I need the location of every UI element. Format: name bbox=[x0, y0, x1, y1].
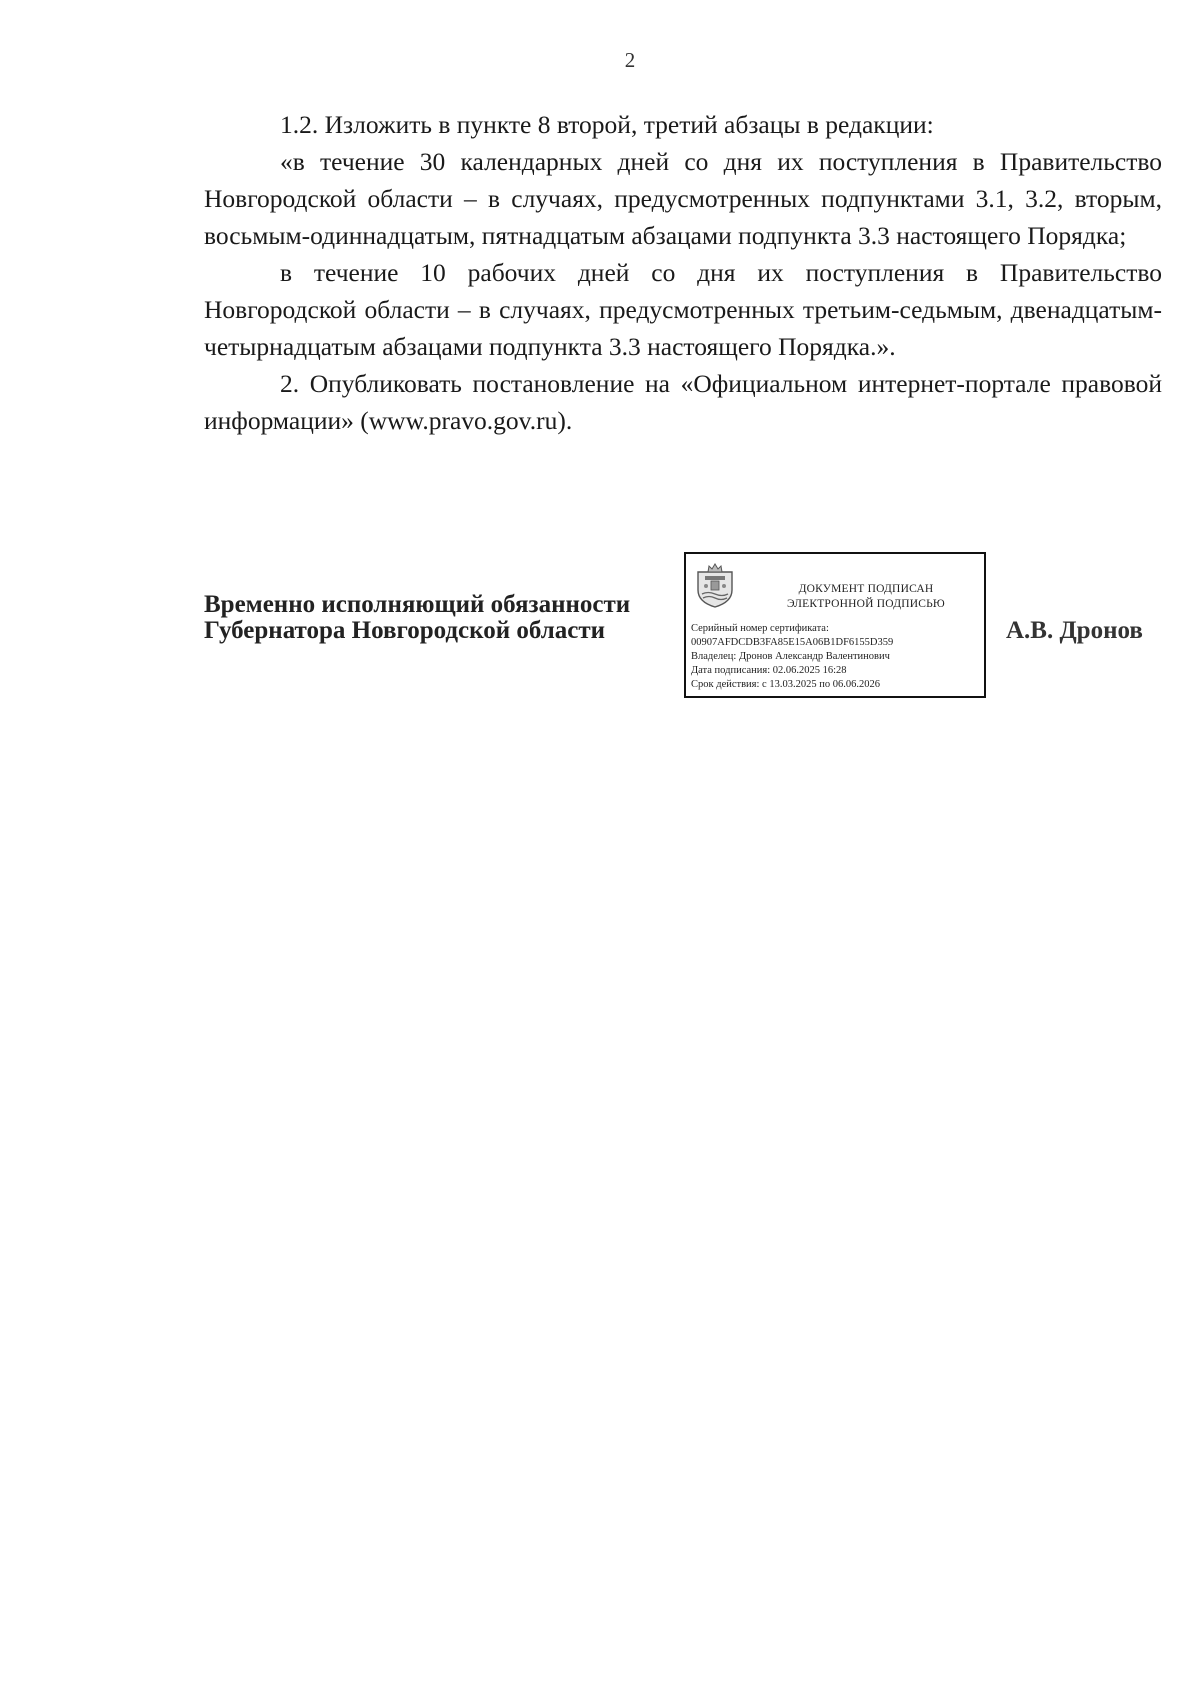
certificate-validity: Срок действия: с 13.03.2025 по 06.06.2026 bbox=[691, 679, 880, 690]
page-number: 2 bbox=[624, 48, 636, 72]
stamp-header-line-2: ЭЛЕКТРОННОЙ ПОДПИСЬЮ bbox=[787, 598, 945, 610]
stamp-header-line-1: ДОКУМЕНТ ПОДПИСАН bbox=[798, 583, 934, 595]
stamp-details bbox=[691, 622, 983, 692]
signer-name: А.В. Дронов bbox=[1006, 617, 1143, 644]
signatory-position bbox=[204, 592, 630, 644]
novgorod-coat-of-arms-icon bbox=[694, 562, 736, 608]
paragraph-quote-30-days: «в течение 30 календарных дней со дня их поступления в Правительство Новгородской области – в случаях, предусмотренных подпунктами 3.1, 3.2, вторым, восьмым-одиннадцатым, пятнадцатым абзацами подпункта 3.3 настоящего Порядка; bbox=[204, 147, 1162, 250]
paragraph-1-2: 1.2. Изложить в пункте 8 второй, третий абзацы в редакции: bbox=[280, 110, 934, 139]
position-line-1: Временно исполняющий обязанности bbox=[204, 591, 631, 618]
stamp-header bbox=[750, 582, 982, 612]
document-body bbox=[204, 106, 1162, 439]
electronic-signature-stamp bbox=[684, 552, 986, 698]
paragraph-2-publish: 2. Опубликовать постановление на «Официальном интернет-портале правовой информации» (www.pravo.gov.ru). bbox=[204, 369, 1162, 435]
certificate-owner: Владелец: Дронов Александр Валентинович bbox=[691, 651, 890, 662]
signing-date: Дата подписания: 02.06.2025 16:28 bbox=[691, 665, 847, 676]
certificate-label: Серийный номер сертификата: bbox=[691, 623, 829, 634]
paragraph-quote-10-days: в течение 10 рабочих дней со дня их поступления в Правительство Новгородской области – в случаях, предусмотренных третьим-седьмым, двенадцатым-четырнадцатым абзацами подпункта 3.3 настоящего Порядка.». bbox=[204, 258, 1162, 361]
position-line-2: Губернатора Новгородской области bbox=[204, 617, 606, 644]
certificate-number: 00907AFDCDB3FA85E15A06B1DF6155D359 bbox=[691, 637, 894, 648]
